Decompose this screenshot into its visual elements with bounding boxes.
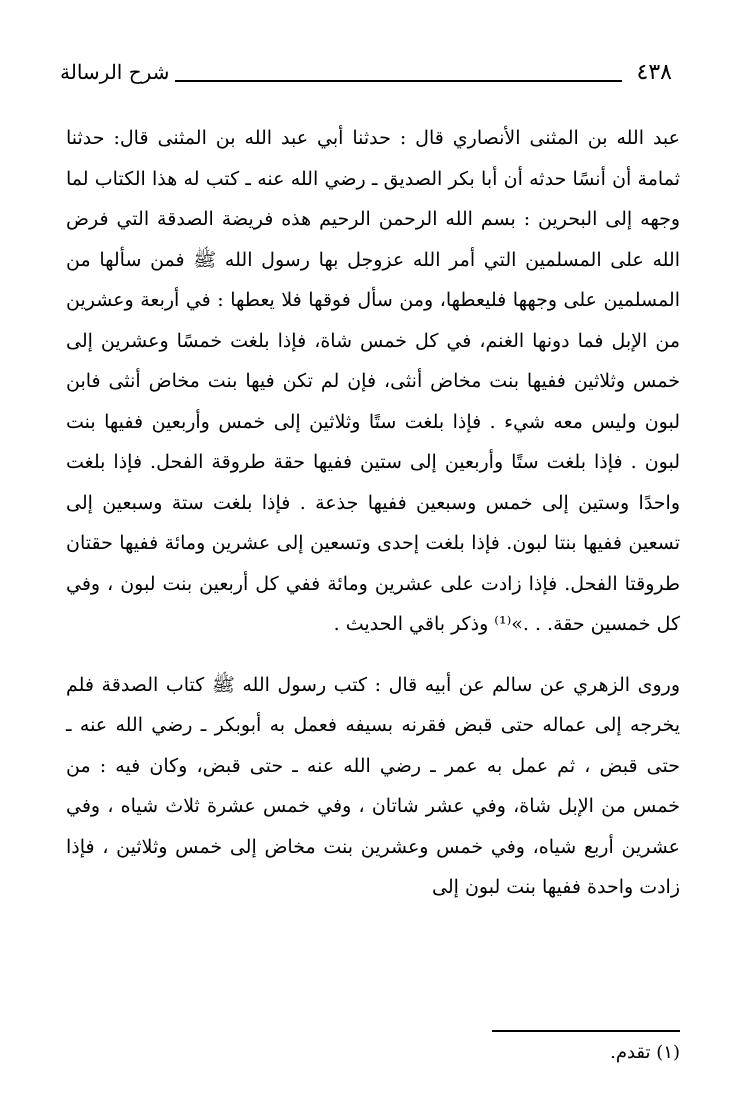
paragraph-2: وروى الزهري عن سالم عن أبيه قال : كتب رسول الله ﷺ كتاب الصدقة فلم يخرجه إلى عماله حتى قبض فقرنه بسيفه فعمل به أبوبكر ـ رضي الله عنه ـ حتى قبض ، ثم عمل به عمر ـ رضي الله عنه ـ حتى قبض، وكان فيه : من خمس من الإبل شاة، وفي عشر شاتان ، وفي خمس عشرة ثلاث شياه ، وفي عشرين أربع شياه، وفي خمس وعشرين بنت مخاض إلى خمس وثلاثين ، فإذا زادت واحدة ففيها بنت لبون إلى bbox=[66, 673, 680, 898]
footnote: (١) تقدم. bbox=[610, 1042, 680, 1063]
paragraph-1: عبد الله بن المثنى الأنصاري قال : حدثنا أبي عبد الله بن المثنى قال: حدثنا ثمامة أن أنسًا حدثه أن أبا بكر الصديق ـ رضي الله عنه ـ كتب له هذا الكتاب لما وجهه إلى البحرين : بسم الله الرحمن الرحيم هذه فريضة الصدقة التي فرض الله على المسلمين التي أمر الله عزوجل بها رسول الله ﷺ فمن سألها من المسلمين على وجهها فليعطها، ومن سأل فوقها فلا يعطها : في أربعة وعشرين من الإبل فما دونها الغنم، في كل خمس شاة، فإذا بلغت خمسًا وعشرين إلى خمس وثلاثين ففيها بنت مخاض أنثى، فإن لم تكن فيها بنت مخاض أنثى فابن لبون وليس معه شيء . فإذا بلغت ستًا وثلاثين إلى خمس وأربعين ففيها بنت لبون . فإذا بلغت ستًا وأربعين إلى ستين ففيها حقة طروقة الفحل. فإذا بلغت واحدًا وستين إلى خمس وسبعين ففيها جذعة . فإذا بلغت ستة وسبعين إلى تسعين ففيها بنتا لبون. فإذا بلغت إحدى وتسعين إلى عشرين ومائة ففيها حقتان طروقتا الفحل. فإذا زادت على عشرين ومائة ففي كل أربعين بنت لبون ، وفي كل خمسين حقة. . .»⁽¹⁾ وذكر باقي الحديث . bbox=[66, 127, 680, 635]
body-text bbox=[66, 118, 680, 908]
header-rule bbox=[175, 80, 622, 82]
running-title: شرح الرسالة bbox=[60, 60, 170, 84]
page-number: ٤٣٨ bbox=[636, 60, 672, 85]
footnote-rule bbox=[492, 1030, 680, 1032]
